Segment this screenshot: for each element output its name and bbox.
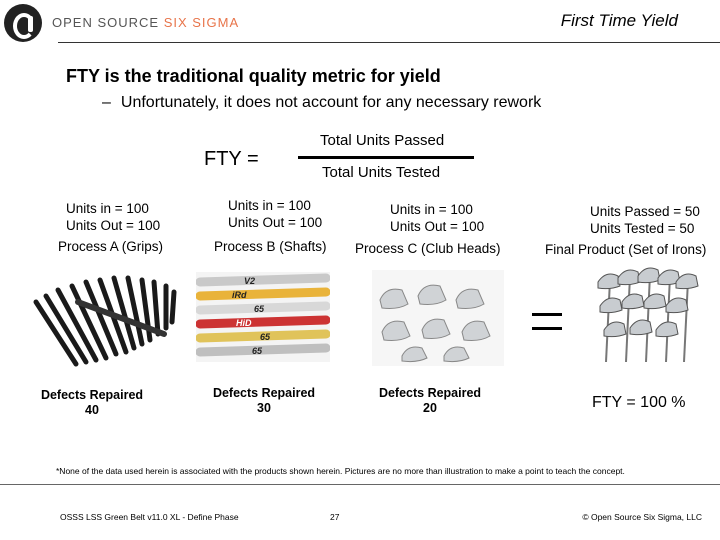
process-b-units-in: Units in = 100 xyxy=(228,198,311,213)
equals-sign xyxy=(532,313,562,331)
shaft-label: V2 xyxy=(244,276,256,286)
process-a-defects-value: 40 xyxy=(85,403,99,417)
footer-copyright: © Open Source Six Sigma, LLC xyxy=(582,512,702,522)
final-name: Final Product (Set of Irons) xyxy=(545,242,707,257)
sub-bullet xyxy=(102,94,541,112)
process-a-units-in: Units in = 100 xyxy=(66,201,149,216)
shaft-label: 65 xyxy=(254,304,265,314)
process-c-defects xyxy=(376,386,484,416)
process-a-name: Process A (Grips) xyxy=(58,239,164,254)
process-c-units-in: Units in = 100 xyxy=(390,202,473,217)
final-counts xyxy=(590,203,700,237)
process-b-name: Process B (Shafts) xyxy=(214,239,327,254)
footer-divider xyxy=(0,484,720,485)
process-c-units-out: Units Out = 100 xyxy=(390,219,485,234)
formula-fraction-bar xyxy=(298,156,474,159)
process-a-counts xyxy=(66,200,160,234)
shaft-label: HiD xyxy=(236,318,252,328)
shaft-label: iRd xyxy=(232,290,247,300)
shaft-label: 65 xyxy=(260,332,271,342)
process-c-name: Process C (Club Heads) xyxy=(355,241,501,256)
process-c-counts xyxy=(390,201,484,235)
main-bullet: FTY is the traditional quality metric for yield xyxy=(66,66,441,86)
process-b-defects-label: Defects Repaired xyxy=(212,386,316,400)
brand-logo-icon xyxy=(4,4,42,42)
golf-shafts-image xyxy=(196,272,330,362)
formula-denominator: Total Units Tested xyxy=(322,164,441,181)
brand-name xyxy=(52,15,239,30)
footer-page-number: 27 xyxy=(330,512,340,522)
golf-grips-image xyxy=(30,272,180,368)
footer-course: OSSS LSS Green Belt v11.0 XL - Define Phase xyxy=(60,512,239,522)
process-a-defects-label: Defects Repaired xyxy=(40,388,144,402)
club-heads-image xyxy=(372,270,504,366)
process-a-defects xyxy=(38,388,146,418)
brand-name-main: OPEN SOURCE xyxy=(52,15,164,30)
iron-set-image xyxy=(588,262,700,366)
disclaimer-note: *None of the data used herein is associated with the products shown herein. Pictures are no more than illustration to make a point to teach the concept. xyxy=(56,466,625,476)
process-c-defects-value: 20 xyxy=(423,401,437,415)
shaft-label: 65 xyxy=(252,346,263,356)
formula-numerator: Total Units Passed xyxy=(320,132,445,149)
process-b-units-out: Units Out = 100 xyxy=(228,215,323,230)
process-b-defects-value: 30 xyxy=(257,401,271,415)
final-units-tested: Units Tested = 50 xyxy=(590,221,695,236)
sub-bullet-dash: – xyxy=(102,94,111,111)
process-a-units-out: Units Out = 100 xyxy=(66,218,161,233)
header-divider xyxy=(58,42,720,43)
slide-title: First Time Yield xyxy=(560,11,678,30)
final-fty-result: FTY = 100 % xyxy=(592,394,686,411)
process-b-counts xyxy=(228,197,322,231)
sub-bullet-text: Unfortunately, it does not account for any necessary rework xyxy=(120,94,542,111)
formula-lhs: FTY = xyxy=(204,148,259,170)
final-units-passed: Units Passed = 50 xyxy=(590,204,700,219)
process-b-defects xyxy=(210,386,318,416)
process-c-defects-label: Defects Repaired xyxy=(378,386,482,400)
brand-name-accent: SIX SIGMA xyxy=(163,15,240,30)
